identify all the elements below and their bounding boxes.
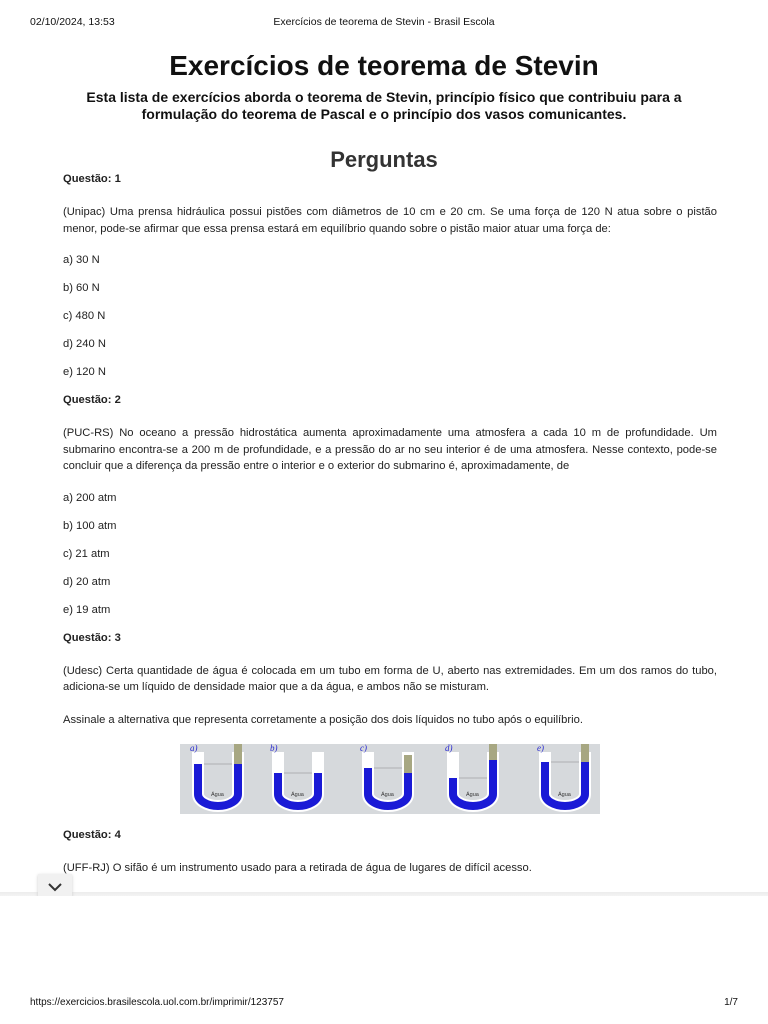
chevron-down-icon xyxy=(46,881,64,893)
print-url[interactable]: https://exercicios.brasilescola.uol.com.br/imprimir/123757 xyxy=(30,997,284,1008)
page-number: 1/7 xyxy=(724,997,738,1008)
print-page-title: Exercícios de teorema de Stevin - Brasil Escola xyxy=(273,16,495,28)
answer-option[interactable]: d) 20 atm xyxy=(63,575,111,588)
u-tube-option xyxy=(537,744,585,806)
option-label: d) xyxy=(445,744,453,753)
print-header xyxy=(30,16,738,32)
section-heading: Perguntas xyxy=(330,147,438,172)
answer-option[interactable]: c) 21 atm xyxy=(63,547,110,560)
question-text: (UFF-RJ) O sifão é um instrumento usado para a retirada de água de lugares de difícil acesso. xyxy=(63,862,532,874)
question-text: (Unipac) Uma prensa hidráulica possui pistões com diâmetros de 10 cm e 20 cm. Se uma força de 120 N atua sobre o pistão menor, pode-se afirmar que essa prensa estará em equilíbrio quando sobre o pistão maior atuar uma força de: xyxy=(63,206,717,235)
question-text: (PUC-RS) No oceano a pressão hidrostática aumenta aproximadamente uma atmosfera a cada 10 m de profundidade. Um submarino encontra-se a 200 m de profundidade, e a pressão do ar no seu interior é de uma atmosfera. Nesse contexto, pode-se concluir que a diferença da pressão entre o interior e o exterior do submarino é, aproximadamente, de xyxy=(63,427,717,472)
print-footer xyxy=(30,997,738,1011)
answer-option[interactable]: a) 200 atm xyxy=(63,491,117,504)
u-tube-option xyxy=(360,744,408,806)
question-text: (Udesc) Certa quantidade de água é colocada em um tubo em forma de U, aberto nas extremidades. Em um dos ramos do tubo, adiciona-se um líquido de densidade maior que a da água, e ambos não se misturam. xyxy=(63,664,717,693)
question-1 xyxy=(63,172,717,381)
question-2 xyxy=(63,393,717,618)
water-label: Água xyxy=(211,792,224,798)
water-label: Água xyxy=(291,792,304,798)
option-label: c) xyxy=(360,744,367,753)
answer-option[interactable]: b) 60 N xyxy=(63,282,100,294)
answer-option[interactable]: d) 240 N xyxy=(63,338,106,350)
u-tube-diagram xyxy=(180,744,600,814)
question-title: Questão: 4 xyxy=(63,829,121,841)
page-bottom-blank xyxy=(0,896,768,996)
u-tube-option xyxy=(270,744,318,806)
question-title: Questão: 3 xyxy=(63,631,121,644)
article-title: Exercícios de teorema de Stevin xyxy=(169,50,599,81)
answer-option[interactable]: e) 19 atm xyxy=(63,603,111,616)
option-label: e) xyxy=(537,744,544,753)
u-tube-option xyxy=(190,744,238,806)
answer-option[interactable]: e) 120 N xyxy=(63,366,106,378)
question-list xyxy=(63,172,717,941)
question-instruction: Assinale a alternativa que representa corretamente a posição dos dois líquidos no tubo após o equilíbrio. xyxy=(63,713,583,726)
option-label: a) xyxy=(190,744,198,753)
u-tube-figure xyxy=(180,744,600,814)
question-title: Questão: 2 xyxy=(63,394,121,406)
water-label: Água xyxy=(466,792,479,798)
answer-option[interactable]: b) 100 atm xyxy=(63,519,117,532)
water-label: Água xyxy=(381,792,394,798)
u-tube-option xyxy=(445,744,493,806)
answer-option[interactable]: a) 30 N xyxy=(63,254,100,266)
answer-option[interactable]: c) 480 N xyxy=(63,310,106,322)
article-subtitle: Esta lista de exercícios aborda o teorema de Stevin, princípio físico que contribuiu para a formulação do teorema de Pascal e o princípio dos vasos comunicantes. xyxy=(86,89,682,122)
question-title: Questão: 1 xyxy=(63,173,121,185)
question-3 xyxy=(63,631,717,815)
option-label: b) xyxy=(270,744,278,753)
print-datetime: 02/10/2024, 13:53 xyxy=(30,16,115,28)
water-label: Água xyxy=(558,792,571,798)
